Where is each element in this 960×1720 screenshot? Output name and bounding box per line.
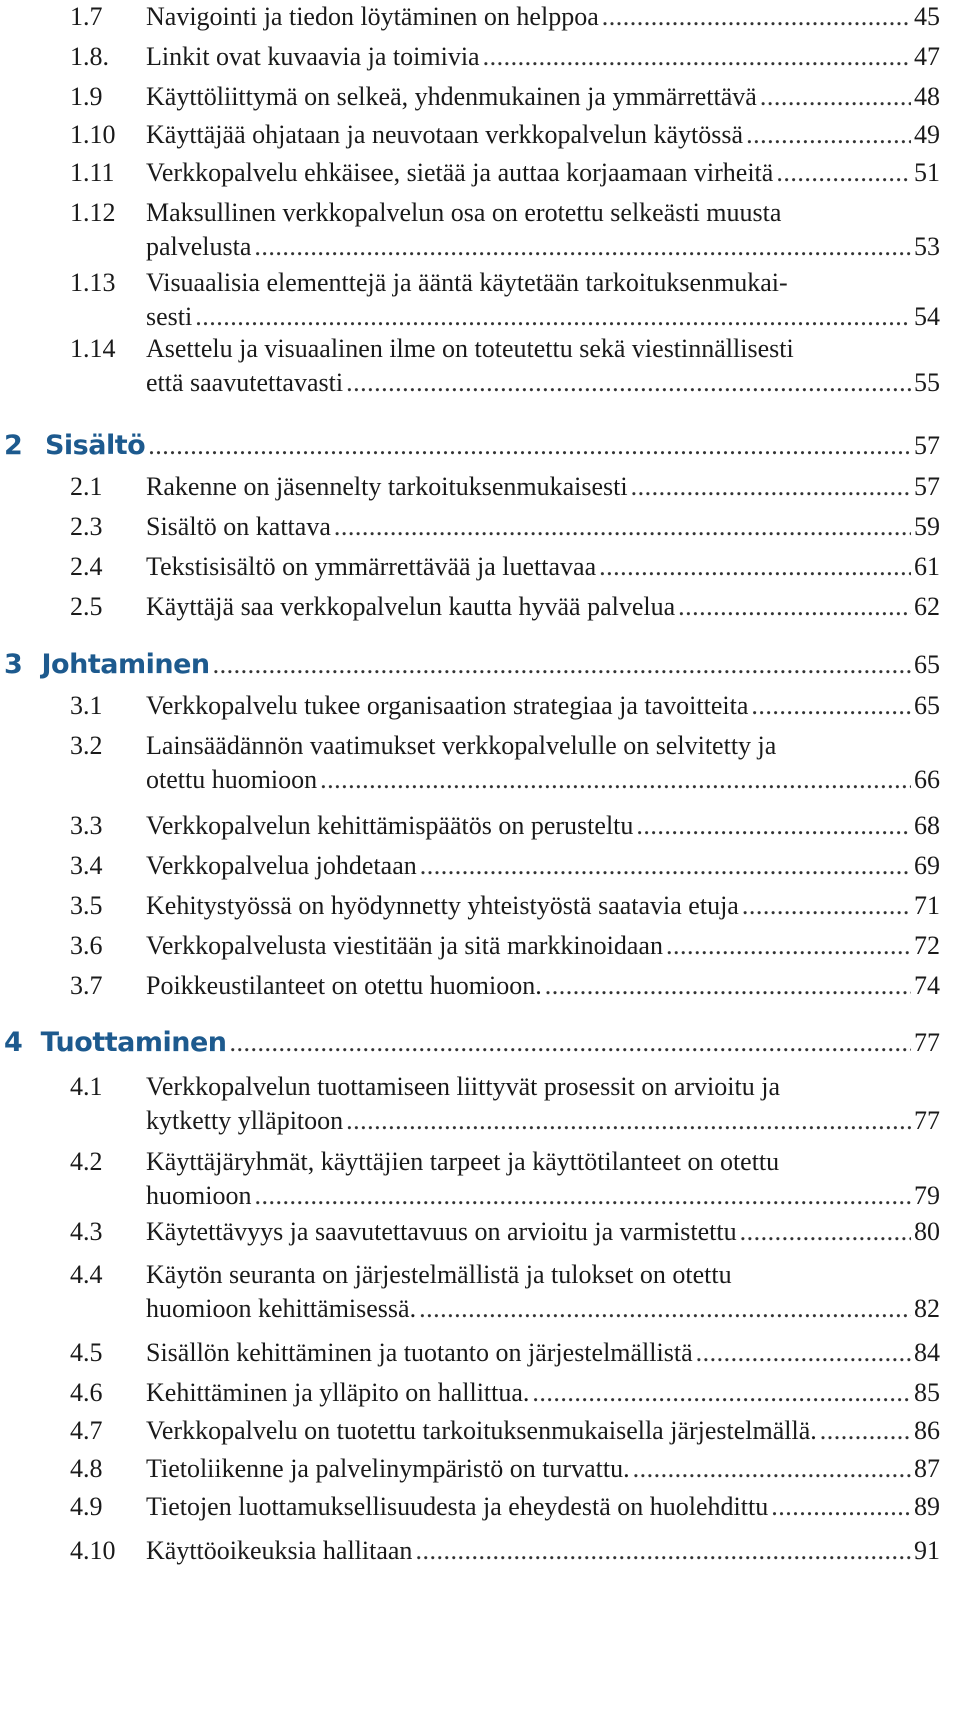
dot-leader: [346, 1104, 911, 1138]
entry-title: Käyttäjä saa verkkopalvelun kautta hyvää palvelua: [146, 592, 676, 621]
dot-leader: [633, 1452, 911, 1486]
entry-title: huomioon kehittämisessä.: [146, 1294, 417, 1323]
page-number: 86: [914, 1416, 940, 1445]
toc-entry[interactable]: [70, 729, 940, 797]
entry-line: [146, 590, 940, 624]
page-number: 82: [914, 1294, 940, 1323]
toc-entry[interactable]: [70, 1376, 940, 1410]
dot-leader: [740, 1215, 911, 1249]
toc-entry[interactable]: [70, 889, 940, 923]
chapter-title: Sisältö: [44, 430, 146, 461]
page-number: 69: [914, 851, 940, 880]
section-number: 4.4: [70, 1260, 103, 1289]
dot-leader: [776, 156, 911, 190]
section-number: 1.7: [70, 2, 103, 31]
entry-line: [146, 470, 940, 504]
entry-title: Tietoliikenne ja palvelinympäristö on turvattu.: [146, 1454, 630, 1483]
section-number: 2.5: [70, 592, 103, 621]
page-number: 54: [914, 302, 940, 331]
entry-body: [146, 1258, 940, 1326]
section-number: 3.4: [70, 851, 103, 880]
toc-entry[interactable]: [70, 929, 940, 963]
toc-entry[interactable]: [70, 470, 940, 504]
entry-line: [146, 889, 940, 923]
entry-title: Verkkopalvelu tukee organisaation strategiaa ja tavoitteita: [146, 691, 749, 720]
entry-line: [146, 849, 940, 883]
section-number: 4.3: [70, 1217, 103, 1246]
entry-title: Käytettävyys ja saavutettavuus on arvioitu ja varmistettu: [146, 1217, 737, 1246]
entry-line: [146, 1179, 940, 1213]
page-number: 71: [914, 891, 940, 920]
section-number: 4.8: [70, 1454, 103, 1483]
entry-line: [146, 550, 940, 584]
entry-title: huomioon: [146, 1181, 252, 1210]
section-number: 4.6: [70, 1378, 103, 1407]
page-number: 87: [914, 1454, 940, 1483]
entry-line: [146, 80, 940, 114]
toc-entry[interactable]: [70, 1534, 940, 1568]
entry-body: [146, 849, 940, 883]
entry-title: Verkkopalvelu ehkäisee, sietää ja auttaa korjaamaan virheitä: [146, 158, 774, 187]
page-number: 53: [914, 232, 940, 261]
toc-entry[interactable]: [70, 969, 940, 1003]
entry-line: [146, 1414, 940, 1448]
entry-line: [146, 0, 940, 34]
entry-body: [146, 470, 940, 504]
page-number: 48: [914, 82, 940, 111]
page-number: 49: [914, 120, 940, 149]
section-number: 2.4: [70, 552, 103, 581]
entry-line: [146, 763, 940, 797]
section-number: 2.3: [70, 512, 103, 541]
dot-leader: [420, 849, 911, 883]
entry-line: [146, 1145, 940, 1179]
entry-title: otettu huomioon: [146, 765, 318, 794]
entry-title: Verkkopalvelun kehittämispäätös on perusteltu: [146, 811, 634, 840]
page-number: 91: [914, 1536, 940, 1565]
entry-body: [146, 1145, 940, 1213]
page-number: 62: [914, 592, 940, 621]
entry-title: Poikkeustilanteet on otettu huomioon.: [146, 971, 542, 1000]
entry-line: [146, 40, 940, 74]
entry-line: [146, 809, 940, 843]
page-number: 89: [914, 1492, 940, 1521]
entry-title: Käyttäjäryhmät, käyttäjien tarpeet ja käyttötilanteet on otettu: [146, 1147, 780, 1176]
dot-leader: [545, 969, 911, 1003]
chapter-number: 3: [4, 649, 23, 680]
page-number: 57: [914, 472, 940, 501]
entry-title: Käyttöoikeuksia hallitaan: [146, 1536, 413, 1565]
entry-title: Tietojen luottamuksellisuudesta ja eheydestä on huolehdittu: [146, 1492, 769, 1521]
entry-title: kytketty ylläpitoon: [146, 1106, 344, 1135]
entry-title: Käytön seuranta on järjestelmällistä ja tulokset on otettu: [146, 1260, 732, 1289]
entry-title: Verkkopalvelusta viestitään ja sitä markkinoidaan: [146, 931, 663, 960]
entry-line: [146, 332, 940, 366]
dot-leader: [532, 1376, 911, 1410]
section-number: 4.10: [70, 1536, 116, 1565]
entry-body: [146, 590, 940, 624]
section-number: 1.10: [70, 120, 116, 149]
entry-line: [146, 1104, 940, 1138]
entry-title: sesti: [146, 302, 193, 331]
entry-line: [146, 1336, 940, 1370]
page-number: 79: [914, 1181, 940, 1210]
toc-entry[interactable]: [70, 1258, 940, 1326]
section-number: 1.11: [70, 158, 115, 187]
entry-body: [146, 80, 940, 114]
dot-leader: [602, 0, 911, 34]
page-number: 59: [914, 512, 940, 541]
entry-line: [146, 729, 940, 763]
section-number: 1.12: [70, 198, 116, 227]
section-number: 4.5: [70, 1338, 103, 1367]
entry-title: Verkkopalvelua johdetaan: [146, 851, 417, 880]
toc-entry[interactable]: [70, 332, 940, 400]
section-number: 3.7: [70, 971, 103, 1000]
entry-body: [146, 969, 940, 1003]
entry-body: [146, 118, 940, 152]
entry-line: [146, 1215, 940, 1249]
toc-entry[interactable]: [70, 1145, 940, 1213]
dot-leader: [666, 929, 911, 963]
dot-leader: [148, 428, 911, 464]
page-number: 77: [914, 1028, 940, 1057]
section-number: 4.9: [70, 1492, 103, 1521]
dot-leader: [820, 1414, 911, 1448]
entry-line: [146, 1292, 940, 1326]
section-number: 3.3: [70, 811, 103, 840]
section-number: 1.9: [70, 82, 103, 111]
dot-leader: [195, 300, 911, 334]
section-number: 3.5: [70, 891, 103, 920]
page-number: 55: [914, 368, 940, 397]
entry-title: Linkit ovat kuvaavia ja toimivia: [146, 42, 480, 71]
dot-leader: [771, 1490, 911, 1524]
entry-title: Sisältö on kattava: [146, 512, 331, 541]
toc-entry[interactable]: [70, 1490, 940, 1524]
entry-line: [146, 1490, 940, 1524]
entry-body: [146, 1070, 940, 1138]
toc-entry[interactable]: [70, 266, 940, 334]
dot-leader: [751, 689, 911, 723]
entry-line: [146, 118, 940, 152]
entry-line: [146, 1534, 940, 1568]
page-number: 61: [914, 552, 940, 581]
entry-title: Käyttäjää ohjataan ja neuvotaan verkkopalvelun käytössä: [146, 120, 744, 149]
dot-leader: [254, 1179, 911, 1213]
entry-title: Verkkopalvelu on tuotettu tarkoituksenmukaisella järjestelmällä.: [146, 1416, 817, 1445]
section-number: 3.1: [70, 691, 103, 720]
entry-title: Käyttöliittymä on selkeä, yhdenmukainen ja ymmärrettävä: [146, 82, 757, 111]
page-number: 65: [914, 650, 940, 679]
entry-body: [146, 689, 940, 723]
page-number: 57: [914, 431, 940, 460]
entry-body: [146, 1215, 940, 1249]
section-number: 4.2: [70, 1147, 103, 1176]
entry-line: [146, 1376, 940, 1410]
chapter-title: Johtaminen: [41, 649, 210, 680]
entry-body: [146, 0, 940, 34]
entry-title: Asettelu ja visuaalinen ilme on toteutettu sekä viestinnällisesti: [146, 334, 794, 363]
entry-body: [146, 1414, 940, 1448]
toc-entry[interactable]: [70, 689, 940, 723]
section-number: 4.7: [70, 1416, 103, 1445]
entry-title: Rakenne on jäsennelty tarkoituksenmukaisesti: [146, 472, 628, 501]
toc-entry[interactable]: [70, 510, 940, 544]
dot-leader: [213, 647, 911, 683]
entry-body: [146, 729, 940, 797]
entry-body: [146, 889, 940, 923]
entry-body: [146, 1534, 940, 1568]
page-number: 51: [914, 158, 940, 187]
page-number: 72: [914, 931, 940, 960]
entry-body: [146, 196, 940, 264]
entry-line: [146, 266, 940, 300]
entry-body: [146, 809, 940, 843]
dot-leader: [746, 118, 911, 152]
entry-title: Sisällön kehittäminen ja tuotanto on järjestelmällistä: [146, 1338, 693, 1367]
entry-line: [146, 1070, 940, 1104]
page-number: 77: [914, 1106, 940, 1135]
page-number: 45: [914, 2, 940, 31]
toc-entry[interactable]: [70, 809, 940, 843]
entry-line: [146, 510, 940, 544]
dot-leader: [631, 470, 911, 504]
dot-leader: [760, 80, 911, 114]
section-number: 1.13: [70, 268, 116, 297]
toc-entry[interactable]: [70, 1070, 940, 1138]
entry-body: [146, 1452, 940, 1486]
dot-leader: [334, 510, 911, 544]
toc-entry[interactable]: [70, 1414, 940, 1448]
toc-entry[interactable]: [70, 80, 940, 114]
page-number: 84: [914, 1338, 940, 1367]
entry-body: [146, 510, 940, 544]
section-number: 3.6: [70, 931, 103, 960]
toc-entry[interactable]: [70, 156, 940, 190]
entry-line: [146, 196, 940, 230]
dot-leader: [230, 1025, 911, 1061]
entry-line: [146, 929, 940, 963]
dot-leader: [415, 1534, 911, 1568]
page-number: 66: [914, 765, 940, 794]
entry-title: että saavutettavasti: [146, 368, 344, 397]
entry-body: [146, 156, 940, 190]
dot-leader: [678, 590, 911, 624]
entry-title: Maksullinen verkkopalvelun osa on erotettu selkeästi muusta: [146, 198, 782, 227]
entry-body: [146, 1336, 940, 1370]
toc-entry[interactable]: [70, 0, 940, 34]
entry-title: Navigointi ja tiedon löytäminen on helppoa: [146, 2, 599, 31]
toc-chapter-heading[interactable]: [0, 1025, 940, 1061]
page-number: 80: [914, 1217, 940, 1246]
dot-leader: [636, 809, 911, 843]
entry-title: Lainsäädännön vaatimukset verkkopalvelulle on selvitetty ja: [146, 731, 777, 760]
entry-body: [146, 1490, 940, 1524]
section-number: 1.8.: [70, 42, 109, 71]
toc-chapter-heading[interactable]: [0, 647, 940, 683]
entry-title: Tekstisisältö on ymmärrettävää ja luettavaa: [146, 552, 597, 581]
entry-title: Kehittäminen ja ylläpito on hallittua.: [146, 1378, 530, 1407]
chapter-title: Tuottaminen: [40, 1027, 227, 1058]
entry-line: [146, 156, 940, 190]
entry-line: [146, 1258, 940, 1292]
page-number: 68: [914, 811, 940, 840]
dot-leader: [599, 550, 911, 584]
toc-entry[interactable]: [70, 1452, 940, 1486]
entry-body: [146, 40, 940, 74]
section-number: 2.1: [70, 472, 103, 501]
entry-line: [146, 230, 940, 264]
page-number: 47: [914, 42, 940, 71]
entry-title: Verkkopalvelun tuottamiseen liittyvät prosessit on arvioitu ja: [146, 1072, 780, 1101]
toc-chapter-heading[interactable]: [0, 428, 940, 464]
entry-line: [146, 366, 940, 400]
entry-body: [146, 332, 940, 400]
entry-body: [146, 266, 940, 334]
entry-line: [146, 300, 940, 334]
toc-entry[interactable]: [70, 590, 940, 624]
entry-line: [146, 969, 940, 1003]
entry-body: [146, 1376, 940, 1410]
toc-entry[interactable]: [70, 118, 940, 152]
toc-entry[interactable]: [70, 196, 940, 264]
dot-leader: [696, 1336, 911, 1370]
entry-line: [146, 689, 940, 723]
toc-entry[interactable]: [70, 849, 940, 883]
section-number: 1.14: [70, 334, 116, 363]
entry-body: [146, 550, 940, 584]
dot-leader: [419, 1292, 911, 1326]
toc-entry[interactable]: [70, 550, 940, 584]
page-number: 85: [914, 1378, 940, 1407]
entry-body: [146, 929, 940, 963]
toc-entry[interactable]: [70, 1215, 940, 1249]
section-number: 4.1: [70, 1072, 103, 1101]
chapter-number: 4: [4, 1027, 23, 1058]
dot-leader: [254, 230, 911, 264]
dot-leader: [742, 889, 911, 923]
dot-leader: [483, 40, 911, 74]
entry-title: Visuaalisia elementtejä ja ääntä käytetään tarkoituksenmukai-: [146, 268, 788, 297]
entry-title: Kehitystyössä on hyödynnetty yhteistyöstä saatavia etuja: [146, 891, 739, 920]
section-number: 3.2: [70, 731, 103, 760]
dot-leader: [320, 763, 911, 797]
toc-entry[interactable]: [70, 40, 940, 74]
chapter-number: 2: [4, 430, 23, 461]
dot-leader: [346, 366, 911, 400]
toc-entry[interactable]: [70, 1336, 940, 1370]
entry-line: [146, 1452, 940, 1486]
page-number: 74: [914, 971, 940, 1000]
entry-title: palvelusta: [146, 232, 252, 261]
page-number: 65: [914, 691, 940, 720]
